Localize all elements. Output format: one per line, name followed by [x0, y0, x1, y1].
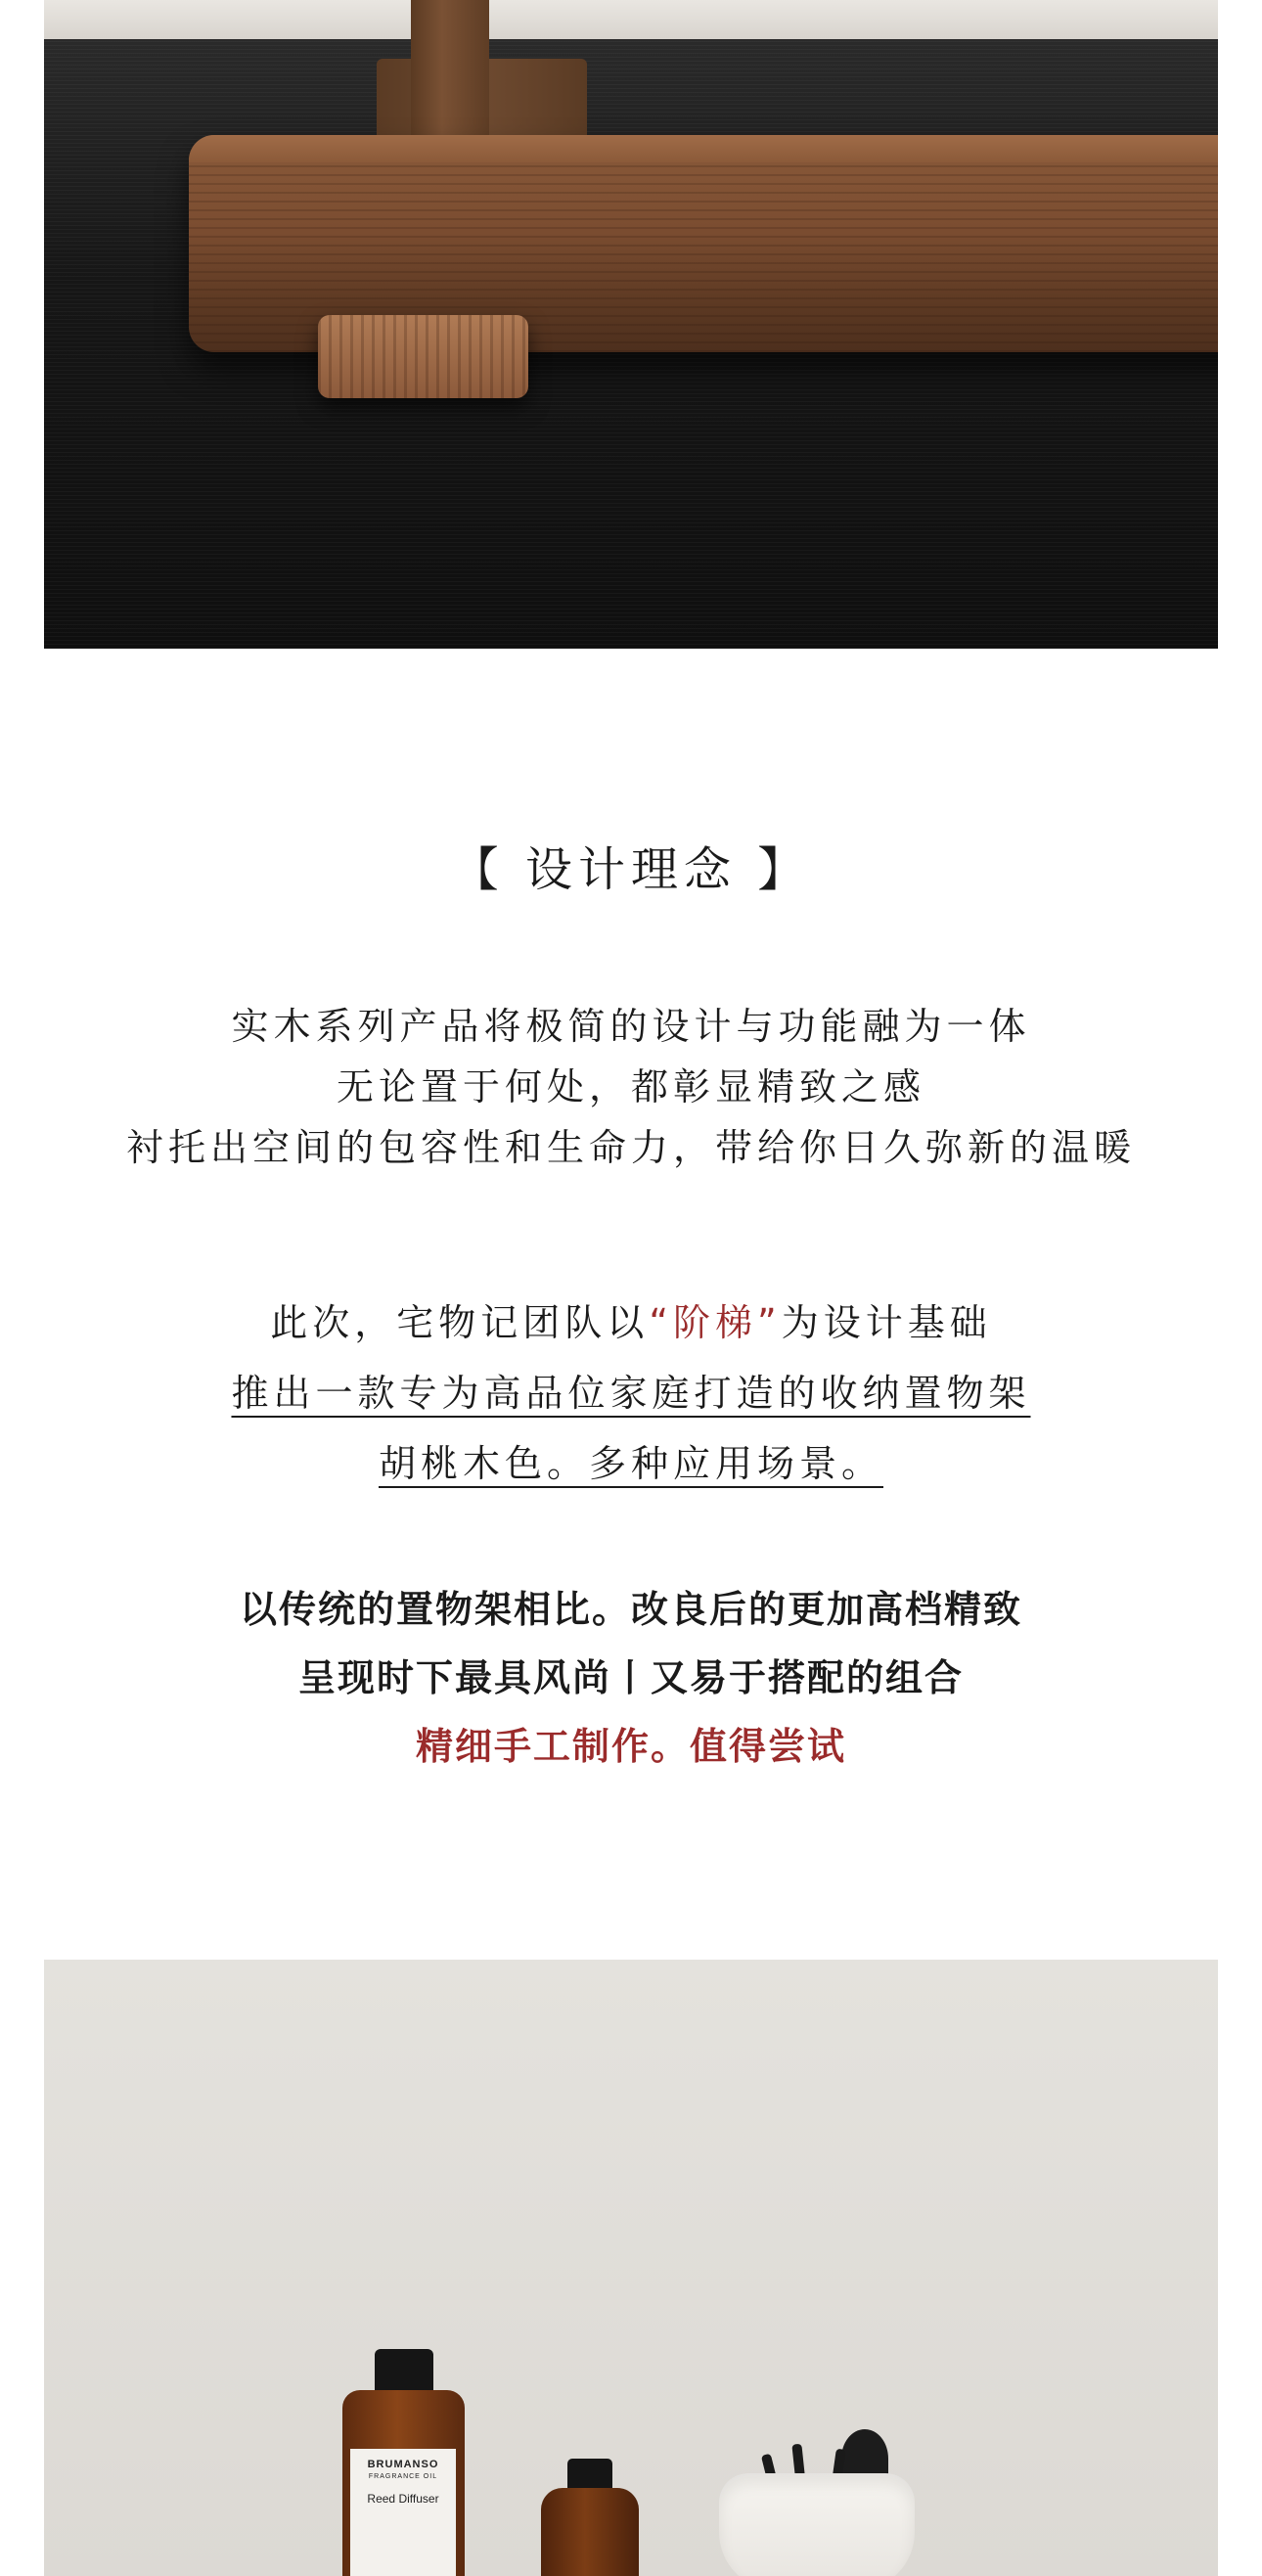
- section-heading: 【 设计理念 】: [451, 842, 811, 897]
- label-product-name: Reed Diffuser: [367, 2492, 439, 2506]
- label-subtitle: FRAGRANCE OIL: [368, 2473, 438, 2480]
- wall-background: [44, 0, 1218, 39]
- intro-line: 无论置于何处，都彰显精致之感: [336, 1065, 925, 1108]
- label-brand: BRUMANSO: [367, 2459, 439, 2470]
- intro-line: 衬托出空间的包容性和生命力，带给你日久弥新的温暖: [125, 1126, 1136, 1169]
- highlight-accent-line: 精细手工制作。值得尝试: [415, 1725, 846, 1768]
- shelf-post: [411, 0, 489, 142]
- small-bottle: [541, 2488, 639, 2576]
- highlight-paragraph: [0, 1575, 1262, 1781]
- ceramic-brush-holder: [719, 2473, 915, 2576]
- intro-line: 实木系列产品将极简的设计与功能融为一体: [231, 1005, 1031, 1048]
- story-suffix: 为设计基础: [781, 1301, 992, 1344]
- product-photo-accessories: [44, 1960, 1218, 2576]
- shelf-foot: [318, 315, 528, 398]
- product-photo-walnut-shelf: [44, 0, 1218, 649]
- story-line-1: [0, 1288, 1262, 1358]
- story-line-2-text: 推出一款专为高品位家庭打造的收纳置物架: [231, 1372, 1031, 1415]
- highlight-line: 呈现时下最具风尚丨又易于搭配的组合: [297, 1656, 964, 1699]
- story-line-3-text: 胡桃木色。多种应用场景。: [378, 1442, 883, 1485]
- ladder-accent: “阶梯”: [649, 1301, 782, 1344]
- story-line-3: [0, 1428, 1262, 1499]
- intro-paragraph: [0, 996, 1262, 1178]
- highlight-line: 以传统的置物架相比。改良后的更加高档精致: [239, 1588, 1022, 1631]
- bottle-label: [350, 2449, 456, 2576]
- story-prefix: 此次，宅物记团队以: [270, 1301, 650, 1344]
- story-paragraph: [0, 1288, 1262, 1499]
- shelf-board-edge: [189, 135, 1218, 162]
- story-line-2: [0, 1358, 1262, 1428]
